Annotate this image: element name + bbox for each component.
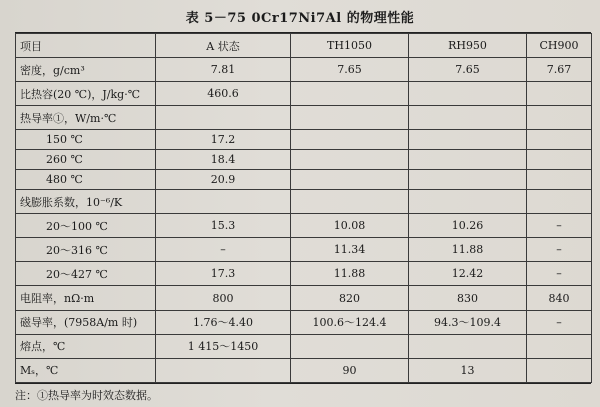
table-row [16,358,592,382]
table-container [15,32,591,384]
table-cell: – [527,214,592,238]
table-cell: 820 [291,286,409,310]
row-label: 480 ℃ [16,170,156,190]
col-header-rh950: RH950 [409,34,527,58]
table-row [16,214,592,238]
table-cell: 7.65 [409,58,527,82]
row-label: 热导率①，W/m·℃ [16,106,156,130]
row-label: 磁导率，(7958A/m 时) [16,310,156,334]
table-cell [156,106,291,130]
table-cell [409,106,527,130]
row-label: 20～100 ℃ [16,214,156,238]
table-row [16,286,592,310]
row-label: 20～427 ℃ [16,262,156,286]
table-cell [156,358,291,382]
table-cell: 94.3～109.4 [409,310,527,334]
table-row [16,334,592,358]
table-row [16,150,592,170]
table-cell [291,106,409,130]
table-cell: 20.9 [156,170,291,190]
table-cell [409,130,527,150]
table-cell: 100.6～124.4 [291,310,409,334]
table-cell: 90 [291,358,409,382]
row-label: 比热容(20 ℃)，J/kg·℃ [16,82,156,106]
table-cell [409,334,527,358]
table-cell [527,334,592,358]
table-cell [527,82,592,106]
table-cell [291,189,409,213]
col-header-item: 项目 [16,34,156,58]
table-cell [527,130,592,150]
table-cell: 7.67 [527,58,592,82]
row-label: 20～316 ℃ [16,238,156,262]
table-cell: – [156,238,291,262]
table-cell: 10.26 [409,214,527,238]
table-cell [291,170,409,190]
table-cell [409,189,527,213]
table-row [16,310,592,334]
table-row [16,106,592,130]
col-header-a-state: A 状态 [156,34,291,58]
table-cell [527,189,592,213]
table-cell [156,189,291,213]
table-cell [291,130,409,150]
table-cell: 13 [409,358,527,382]
table-cell: – [527,262,592,286]
table-cell: 17.2 [156,130,291,150]
table-row [16,262,592,286]
row-label: 线膨胀系数，10⁻⁶/K [16,189,156,213]
table-cell [527,358,592,382]
row-label: 熔点，℃ [16,334,156,358]
table-row [16,82,592,106]
table-cell [527,170,592,190]
header-row [16,34,592,58]
row-label: 150 ℃ [16,130,156,150]
table-cell: 7.81 [156,58,291,82]
row-label: Mₛ，℃ [16,358,156,382]
table-row [16,170,592,190]
table-cell: 1.76～4.40 [156,310,291,334]
table-cell: 460.6 [156,82,291,106]
table-title: 表 5－75 0Cr17Ni7Al 的物理性能 [185,11,415,26]
col-header-ch900: CH900 [527,34,592,58]
table-row [16,130,592,150]
table-cell [409,150,527,170]
table-cell [527,106,592,130]
table-cell: 10.08 [291,214,409,238]
table-cell [291,82,409,106]
row-label: 密度，g/cm³ [16,58,156,82]
table-cell: 800 [156,286,291,310]
table-row [16,58,592,82]
table-cell: 12.42 [409,262,527,286]
physical-properties-table [15,33,592,383]
col-header-th1050: TH1050 [291,34,409,58]
table-cell: 11.88 [409,238,527,262]
table-row [16,189,592,213]
table-footnote: 注：①热导率为时效态数据。 [15,389,158,402]
table-cell [291,334,409,358]
table-cell: 1 415～1450 [156,334,291,358]
table-cell: 18.4 [156,150,291,170]
table-cell: 7.65 [291,58,409,82]
table-cell [409,170,527,190]
table-cell: – [527,238,592,262]
table-cell: 11.34 [291,238,409,262]
table-cell [527,150,592,170]
table-cell: 830 [409,286,527,310]
table-cell: 15.3 [156,214,291,238]
table-cell: – [527,310,592,334]
table-cell: 840 [527,286,592,310]
table-row [16,238,592,262]
row-label: 260 ℃ [16,150,156,170]
table-cell [409,82,527,106]
table-cell [291,150,409,170]
table-cell: 11.88 [291,262,409,286]
row-label: 电阻率，nΩ·m [16,286,156,310]
table-cell: 17.3 [156,262,291,286]
